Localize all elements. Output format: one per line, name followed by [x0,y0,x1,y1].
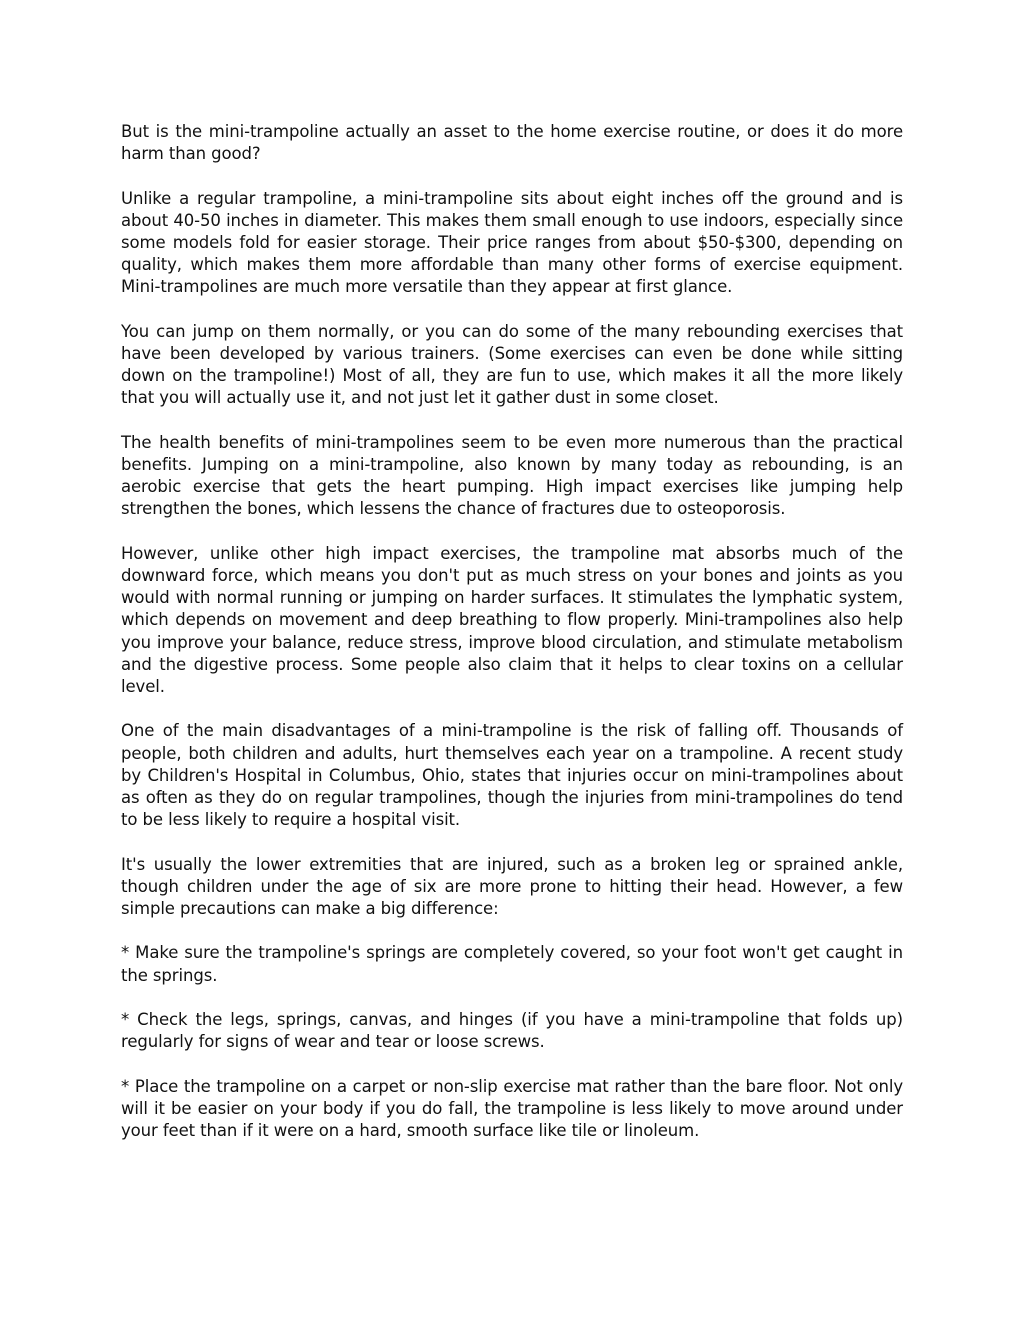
list-item-placement: * Place the trampoline on a carpet or non-slip exercise mat rather than the bare floor. Not only will it be easier on your body if you do fall, the trampoline is less likely to move around under your feet than if it were on a hard, smooth surface like tile or linoleum. [121,1076,903,1140]
paragraph-injuries: It's usually the lower extremities that are injured, such as a broken leg or sprained ankle, though children under the age of six are more prone to hitting their head. However, a few simple precautions can make a big difference: [121,854,903,919]
paragraph-intro-question: But is the mini-trampoline actually an asset to the home exercise routine, or does it do more harm than good? [121,122,903,164]
document-page [121,121,903,1164]
paragraph-low-impact: However, unlike other high impact exercises, the trampoline mat absorbs much of the downward force, which means you don't put as much stress on your bones and joints as you would with normal running or jumping on harder surfaces. It stimulates the lymphatic system, which depends on movement and deep breathing to flow properly. Mini-trampolines also help you improve your balance, reduce stress, improve blood circulation, and stimulate metabolism and the digestive process. Some people also claim that it helps to clear toxins on a cellular level. [121,543,903,697]
list-item-springs-covered: * Make sure the trampoline's springs are completely covered, so your foot won't get caught in the springs. [121,943,903,985]
paragraph-description: Unlike a regular trampoline, a mini-trampoline sits about eight inches off the ground and is about 40-50 inches in diameter. This makes them small enough to use indoors, especially since some models fold for easier storage. Their price ranges from about $50-$300, depending on quality, which makes them more affordable than many other forms of exercise equipment. Mini-trampolines are much more versatile than they appear at first glance. [121,188,903,297]
list-item-check-parts: * Check the legs, springs, canvas, and hinges (if you have a mini-trampoline that folds up) regularly for signs of wear and tear or loose screws. [121,1010,903,1052]
paragraph-health-benefits: The health benefits of mini-trampolines seem to be even more numerous than the practical benefits. Jumping on a mini-trampoline, also known by many today as rebounding, is an aerobic exercise that gets the heart pumping. High impact exercises like jumping help strengthen the bones, which lessens the chance of fractures due to osteoporosis. [121,432,903,519]
paragraph-disadvantages: One of the main disadvantages of a mini-trampoline is the risk of falling off. Thousands of people, both children and adults, hurt themselves each year on a trampoline. A recent study by Children's Hospital in Columbus, Ohio, states that injuries occur on mini-trampolines about as often as they do on regular trampolines, though the injuries from mini-trampolines do tend to be less likely to require a hospital visit. [121,721,903,830]
paragraph-usage: You can jump on them normally, or you can do some of the many rebounding exercises that have been developed by various trainers. (Some exercises can even be done while sitting down on the trampoline!) Most of all, they are fun to use, which makes it all the more likely that you will actually use it, and not just let it gather dust in some closet. [121,321,903,408]
